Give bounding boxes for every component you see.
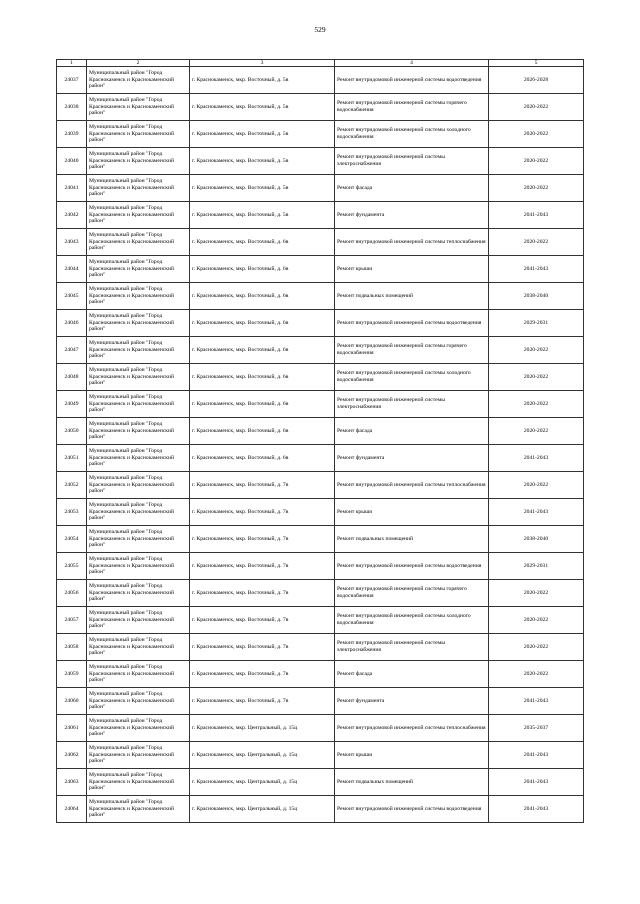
- municipality-cell: Муниципальный район "Город Краснокаменск и Краснокаменский район": [87, 67, 190, 94]
- table-row: [57, 148, 584, 175]
- period-cell: 2020-2022: [489, 391, 584, 418]
- table-row: [57, 229, 584, 256]
- address-cell: г. Краснокаменск, мкр. Восточный, д. 6в: [190, 337, 335, 364]
- period-cell: 2041-2043: [489, 202, 584, 229]
- address-cell: г. Краснокаменск, мкр. Восточный, д. 6в: [190, 229, 335, 256]
- header-col-5: 5: [489, 60, 584, 67]
- address-cell: г. Краснокаменск, мкр. Центральный, д. 15ц: [190, 796, 335, 823]
- address-cell: г. Краснокаменск, мкр. Восточный, д. 7в: [190, 607, 335, 634]
- header-col-4: 4: [335, 60, 489, 67]
- municipality-cell: Муниципальный район "Город Краснокаменск и Краснокаменский район": [87, 364, 190, 391]
- row-number-cell: 24044: [57, 256, 87, 283]
- address-cell: г. Краснокаменск, мкр. Восточный, д. 6в: [190, 283, 335, 310]
- address-cell: г. Краснокаменск, мкр. Центральный, д. 15ц: [190, 715, 335, 742]
- period-cell: 2041-2043: [489, 445, 584, 472]
- table-row: [57, 256, 584, 283]
- municipality-cell: Муниципальный район "Город Краснокаменск и Краснокаменский район": [87, 715, 190, 742]
- municipality-cell: Муниципальный район "Город Краснокаменск и Краснокаменский район": [87, 499, 190, 526]
- work-type-cell: Ремонт фасада: [335, 175, 489, 202]
- row-number-cell: 24061: [57, 715, 87, 742]
- work-type-cell: Ремонт внутридомовой инженерной системы горячего водоснабжения: [335, 337, 489, 364]
- row-number-cell: 24064: [57, 796, 87, 823]
- period-cell: 2020-2022: [489, 418, 584, 445]
- row-number-cell: 24063: [57, 769, 87, 796]
- work-type-cell: Ремонт крыши: [335, 256, 489, 283]
- address-cell: г. Краснокаменск, мкр. Восточный, д. 6в: [190, 391, 335, 418]
- period-cell: 2020-2022: [489, 148, 584, 175]
- table-row: [57, 661, 584, 688]
- period-cell: 2041-2043: [489, 256, 584, 283]
- row-number-cell: 24055: [57, 553, 87, 580]
- table-row: [57, 445, 584, 472]
- period-cell: 2041-2043: [489, 688, 584, 715]
- work-type-cell: Ремонт внутридомовой инженерной системы электроснабжения: [335, 634, 489, 661]
- period-cell: 2020-2022: [489, 607, 584, 634]
- table-row: [57, 499, 584, 526]
- row-number-cell: 24059: [57, 661, 87, 688]
- work-type-cell: Ремонт фундамента: [335, 202, 489, 229]
- municipality-cell: Муниципальный район "Город Краснокаменск и Краснокаменский район": [87, 337, 190, 364]
- table-row: [57, 364, 584, 391]
- work-type-cell: Ремонт фундамента: [335, 445, 489, 472]
- address-cell: г. Краснокаменск, мкр. Восточный, д. 7в: [190, 472, 335, 499]
- period-cell: 2026-2028: [489, 67, 584, 94]
- municipality-cell: Муниципальный район "Город Краснокаменск и Краснокаменский район": [87, 472, 190, 499]
- municipality-cell: Муниципальный район "Город Краснокаменск и Краснокаменский район": [87, 796, 190, 823]
- municipality-cell: Муниципальный район "Город Краснокаменск и Краснокаменский район": [87, 661, 190, 688]
- work-type-cell: Ремонт внутридомовой инженерной системы холодного водоснабжения: [335, 121, 489, 148]
- work-type-cell: Ремонт внутридомовой инженерной системы теплоснабжения: [335, 229, 489, 256]
- header-col-1: 1: [57, 60, 87, 67]
- address-cell: г. Краснокаменск, мкр. Восточный, д. 7в: [190, 688, 335, 715]
- header-col-3: 3: [190, 60, 335, 67]
- table-body: [57, 67, 584, 823]
- municipality-cell: Муниципальный район "Город Краснокаменск и Краснокаменский район": [87, 688, 190, 715]
- table-row: [57, 607, 584, 634]
- table-row: [57, 121, 584, 148]
- table-row: [57, 67, 584, 94]
- table-row: [57, 580, 584, 607]
- row-number-cell: 24046: [57, 310, 87, 337]
- work-type-cell: Ремонт фасада: [335, 661, 489, 688]
- row-number-cell: 24054: [57, 526, 87, 553]
- municipality-cell: Муниципальный район "Город Краснокаменск и Краснокаменский район": [87, 418, 190, 445]
- table-row: [57, 418, 584, 445]
- repair-schedule-table: [56, 59, 584, 823]
- address-cell: г. Краснокаменск, мкр. Восточный, д. 5в: [190, 94, 335, 121]
- row-number-cell: 24042: [57, 202, 87, 229]
- table-row: [57, 634, 584, 661]
- work-type-cell: Ремонт внутридомовой инженерной системы холодного водоснабжения: [335, 607, 489, 634]
- row-number-cell: 24048: [57, 364, 87, 391]
- row-number-cell: 24053: [57, 499, 87, 526]
- period-cell: 2020-2022: [489, 121, 584, 148]
- period-cell: 2020-2022: [489, 634, 584, 661]
- row-number-cell: 24041: [57, 175, 87, 202]
- period-cell: 2020-2022: [489, 661, 584, 688]
- row-number-cell: 24047: [57, 337, 87, 364]
- table-row: [57, 742, 584, 769]
- address-cell: г. Краснокаменск, мкр. Восточный, д. 6в: [190, 310, 335, 337]
- period-cell: 2020-2022: [489, 580, 584, 607]
- table-row: [57, 472, 584, 499]
- header-col-2: 2: [87, 60, 190, 67]
- period-cell: 2038-2040: [489, 283, 584, 310]
- header-row: [57, 60, 584, 67]
- table-header: [57, 60, 584, 67]
- municipality-cell: Муниципальный район "Город Краснокаменск и Краснокаменский район": [87, 310, 190, 337]
- address-cell: г. Краснокаменск, мкр. Восточный, д. 5в: [190, 67, 335, 94]
- municipality-cell: Муниципальный район "Город Краснокаменск и Краснокаменский район": [87, 283, 190, 310]
- address-cell: г. Краснокаменск, мкр. Восточный, д. 6в: [190, 445, 335, 472]
- table-row: [57, 769, 584, 796]
- period-cell: 2029-2031: [489, 553, 584, 580]
- work-type-cell: Ремонт внутридомовой инженерной системы горячего водоснабжения: [335, 94, 489, 121]
- work-type-cell: Ремонт фундамента: [335, 688, 489, 715]
- page-number: 529: [314, 25, 326, 34]
- table-row: [57, 310, 584, 337]
- table-row: [57, 553, 584, 580]
- address-cell: г. Краснокаменск, мкр. Восточный, д. 7в: [190, 553, 335, 580]
- work-type-cell: Ремонт внутридомовой инженерной системы горячего водоснабжения: [335, 580, 489, 607]
- address-cell: г. Краснокаменск, мкр. Восточный, д. 5в: [190, 175, 335, 202]
- work-type-cell: Ремонт фасада: [335, 418, 489, 445]
- row-number-cell: 24056: [57, 580, 87, 607]
- row-number-cell: 24052: [57, 472, 87, 499]
- period-cell: 2035-2037: [489, 715, 584, 742]
- row-number-cell: 24062: [57, 742, 87, 769]
- row-number-cell: 24040: [57, 148, 87, 175]
- period-cell: 2020-2022: [489, 472, 584, 499]
- municipality-cell: Муниципальный район "Город Краснокаменск и Краснокаменский район": [87, 148, 190, 175]
- period-cell: 2038-2040: [489, 526, 584, 553]
- address-cell: г. Краснокаменск, мкр. Восточный, д. 6в: [190, 418, 335, 445]
- table-row: [57, 715, 584, 742]
- municipality-cell: Муниципальный район "Город Краснокаменск и Краснокаменский район": [87, 391, 190, 418]
- municipality-cell: Муниципальный район "Город Краснокаменск и Краснокаменский район": [87, 121, 190, 148]
- municipality-cell: Муниципальный район "Город Краснокаменск и Краснокаменский район": [87, 553, 190, 580]
- work-type-cell: Ремонт внутридомовой инженерной системы электроснабжения: [335, 391, 489, 418]
- address-cell: г. Краснокаменск, мкр. Центральный, д. 15ц: [190, 769, 335, 796]
- municipality-cell: Муниципальный район "Город Краснокаменск и Краснокаменский район": [87, 742, 190, 769]
- municipality-cell: Муниципальный район "Город Краснокаменск и Краснокаменский район": [87, 445, 190, 472]
- municipality-cell: Муниципальный район "Город Краснокаменск и Краснокаменский район": [87, 229, 190, 256]
- table-row: [57, 94, 584, 121]
- municipality-cell: Муниципальный район "Город Краснокаменск и Краснокаменский район": [87, 202, 190, 229]
- table-row: [57, 796, 584, 823]
- address-cell: г. Краснокаменск, мкр. Восточный, д. 6в: [190, 364, 335, 391]
- address-cell: г. Краснокаменск, мкр. Центральный, д. 15ц: [190, 742, 335, 769]
- row-number-cell: 24043: [57, 229, 87, 256]
- row-number-cell: 24038: [57, 94, 87, 121]
- work-type-cell: Ремонт крыши: [335, 742, 489, 769]
- municipality-cell: Муниципальный район "Город Краснокаменск и Краснокаменский район": [87, 607, 190, 634]
- row-number-cell: 24058: [57, 634, 87, 661]
- row-number-cell: 24060: [57, 688, 87, 715]
- table-row: [57, 175, 584, 202]
- municipality-cell: Муниципальный район "Город Краснокаменск и Краснокаменский район": [87, 256, 190, 283]
- period-cell: 2041-2043: [489, 499, 584, 526]
- address-cell: г. Краснокаменск, мкр. Восточный, д. 5в: [190, 148, 335, 175]
- address-cell: г. Краснокаменск, мкр. Восточный, д. 7в: [190, 580, 335, 607]
- municipality-cell: Муниципальный район "Город Краснокаменск и Краснокаменский район": [87, 526, 190, 553]
- work-type-cell: Ремонт подвальных помещений: [335, 769, 489, 796]
- work-type-cell: Ремонт внутридомовой инженерной системы теплоснабжения: [335, 472, 489, 499]
- work-type-cell: Ремонт внутридомовой инженерной системы водоотведения: [335, 67, 489, 94]
- period-cell: 2020-2022: [489, 364, 584, 391]
- work-type-cell: Ремонт внутридомовой инженерной системы теплоснабжения: [335, 715, 489, 742]
- row-number-cell: 24045: [57, 283, 87, 310]
- municipality-cell: Муниципальный район "Город Краснокаменск и Краснокаменский район": [87, 634, 190, 661]
- municipality-cell: Муниципальный район "Город Краснокаменск и Краснокаменский район": [87, 175, 190, 202]
- work-type-cell: Ремонт внутридомовой инженерной системы электроснабжения: [335, 148, 489, 175]
- period-cell: 2041-2043: [489, 742, 584, 769]
- municipality-cell: Муниципальный район "Город Краснокаменск и Краснокаменский район": [87, 769, 190, 796]
- table-row: [57, 283, 584, 310]
- table-row: [57, 391, 584, 418]
- period-cell: 2020-2022: [489, 175, 584, 202]
- row-number-cell: 24037: [57, 67, 87, 94]
- table-row: [57, 688, 584, 715]
- work-type-cell: Ремонт внутридомовой инженерной системы холодного водоснабжения: [335, 364, 489, 391]
- period-cell: 2029-2031: [489, 310, 584, 337]
- municipality-cell: Муниципальный район "Город Краснокаменск и Краснокаменский район": [87, 580, 190, 607]
- address-cell: г. Краснокаменск, мкр. Восточный, д. 5в: [190, 202, 335, 229]
- row-number-cell: 24051: [57, 445, 87, 472]
- work-type-cell: Ремонт подвальных помещений: [335, 526, 489, 553]
- period-cell: 2041-2043: [489, 796, 584, 823]
- work-type-cell: Ремонт внутридомовой инженерной системы водоотведения: [335, 553, 489, 580]
- row-number-cell: 24049: [57, 391, 87, 418]
- period-cell: 2020-2022: [489, 337, 584, 364]
- address-cell: г. Краснокаменск, мкр. Восточный, д. 6в: [190, 256, 335, 283]
- table-row: [57, 526, 584, 553]
- table-row: [57, 202, 584, 229]
- work-type-cell: Ремонт крыши: [335, 499, 489, 526]
- work-type-cell: Ремонт внутридомовой инженерной системы водоотведения: [335, 796, 489, 823]
- period-cell: 2020-2022: [489, 229, 584, 256]
- period-cell: 2020-2022: [489, 94, 584, 121]
- work-type-cell: Ремонт внутридомовой инженерной системы водоотведения: [335, 310, 489, 337]
- period-cell: 2041-2043: [489, 769, 584, 796]
- address-cell: г. Краснокаменск, мкр. Восточный, д. 7в: [190, 526, 335, 553]
- municipality-cell: Муниципальный район "Город Краснокаменск и Краснокаменский район": [87, 94, 190, 121]
- work-type-cell: Ремонт подвальных помещений: [335, 283, 489, 310]
- table-row: [57, 337, 584, 364]
- address-cell: г. Краснокаменск, мкр. Восточный, д. 7в: [190, 634, 335, 661]
- row-number-cell: 24039: [57, 121, 87, 148]
- address-cell: г. Краснокаменск, мкр. Восточный, д. 7в: [190, 499, 335, 526]
- row-number-cell: 24050: [57, 418, 87, 445]
- row-number-cell: 24057: [57, 607, 87, 634]
- address-cell: г. Краснокаменск, мкр. Восточный, д. 7в: [190, 661, 335, 688]
- address-cell: г. Краснокаменск, мкр. Восточный, д. 5в: [190, 121, 335, 148]
